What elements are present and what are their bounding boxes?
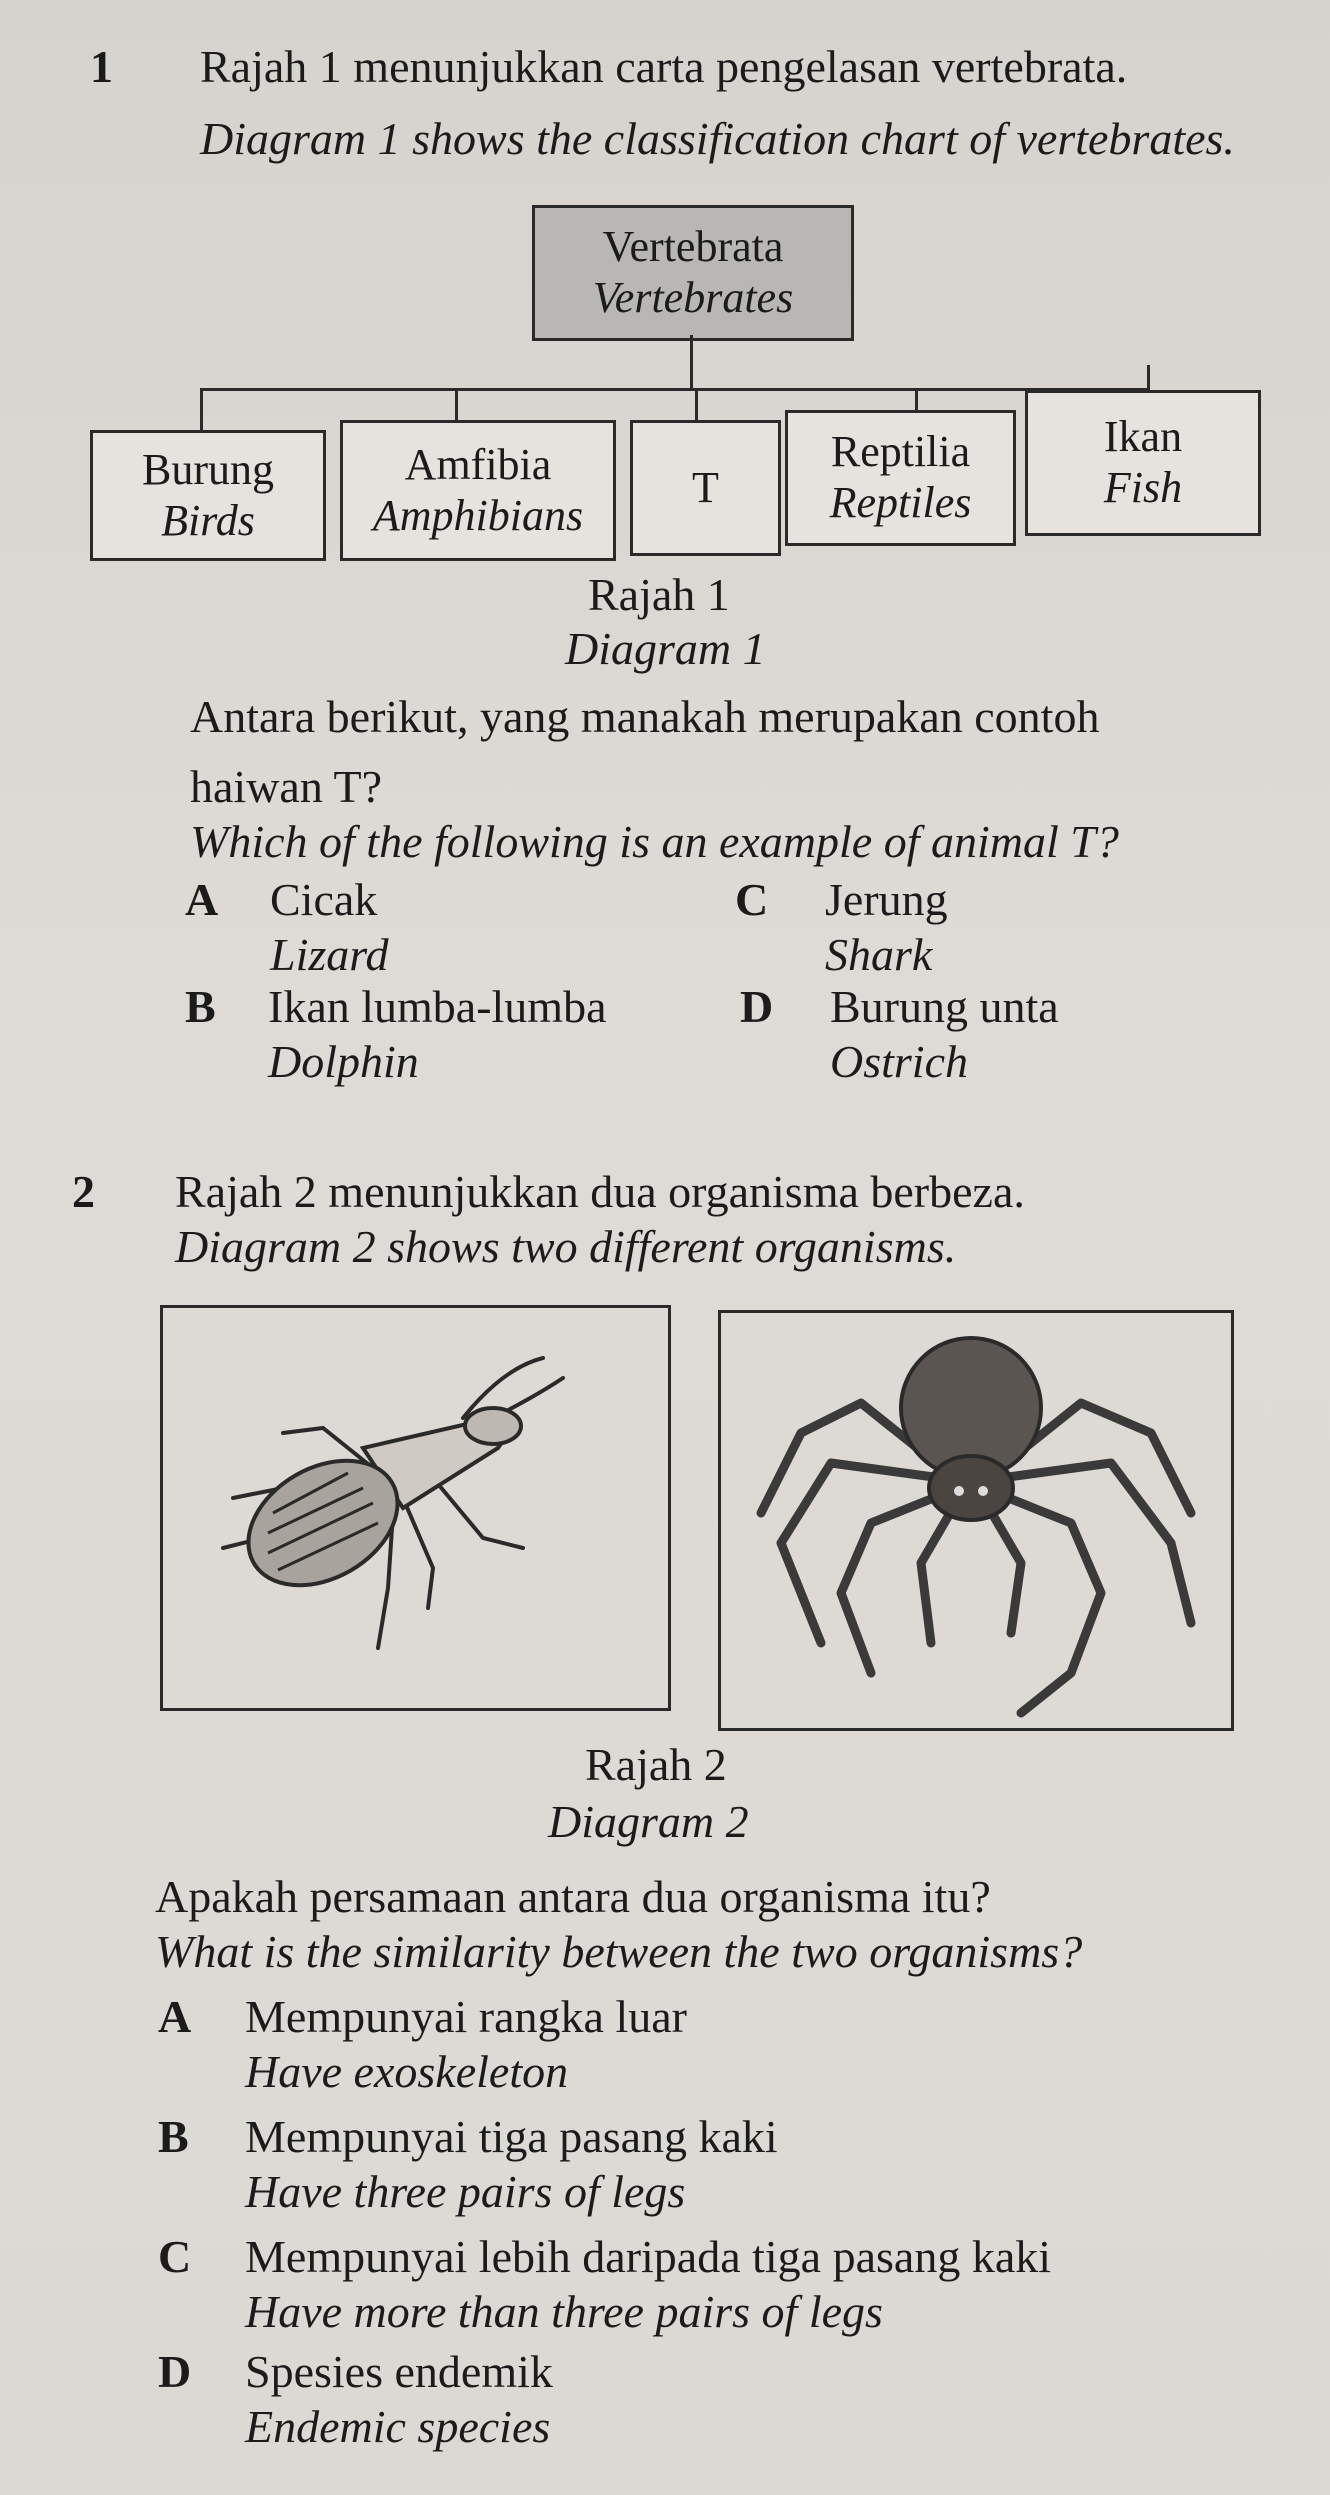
question-1-prompt-english: Which of the following is an example of animal T? <box>190 816 1119 867</box>
option-malay[interactable]: Mempunyai tiga pasang kaki <box>245 2111 778 2162</box>
question-2-prompt-malay: Apakah persamaan antara dua organisma itu? <box>155 1871 991 1922</box>
chart-root-english: Vertebrates <box>592 273 794 322</box>
group-label-malay: Burung <box>142 444 274 494</box>
option-malay[interactable]: Mempunyai rangka luar <box>245 1991 687 2042</box>
option-letter: B <box>158 2111 189 2162</box>
chart-branch-line <box>200 388 203 433</box>
question-1-number: 1 <box>90 41 113 92</box>
spider-illustration <box>721 1313 1231 1728</box>
option-malay[interactable]: Ikan lumba-lumba <box>268 981 607 1032</box>
option-english: Dolphin <box>268 1036 419 1087</box>
option-malay[interactable]: Spesies endemik <box>245 2346 553 2397</box>
chart-box-fish <box>1025 390 1261 536</box>
spider-eye <box>954 1486 964 1496</box>
option-letter: A <box>185 874 219 925</box>
question-2-stem-malay: Rajah 2 menunjukkan dua organisma berbeza. <box>175 1166 1025 1217</box>
group-label-english: Reptiles <box>829 478 972 527</box>
option-letter: A <box>158 1991 192 2042</box>
option-malay[interactable]: Cicak <box>270 874 378 925</box>
chart-branch-line <box>695 388 698 423</box>
option-letter: B <box>185 981 216 1032</box>
spider-cephalothorax <box>929 1456 1013 1520</box>
option-letter: D <box>740 981 774 1032</box>
termite-head <box>465 1408 521 1444</box>
group-label-malay: Ikan <box>1103 412 1183 462</box>
group-label-malay: Amfibia <box>404 439 552 489</box>
chart-stem-line <box>690 335 693 390</box>
diagram-2-caption-malay: Rajah 2 <box>585 1739 727 1790</box>
option-malay[interactable]: Jerung <box>825 874 948 925</box>
spider-leg <box>921 1503 956 1643</box>
option-malay[interactable]: Mempunyai lebih daripada tiga pasang kaki <box>245 2231 1052 2282</box>
termite-leg <box>403 1498 433 1608</box>
group-label-malay: Reptilia <box>830 427 971 477</box>
spider-eye <box>978 1486 988 1496</box>
chart-root-malay: Vertebrata <box>602 222 784 272</box>
termite-leg <box>433 1478 523 1548</box>
organism-termite-frame <box>160 1305 671 1711</box>
question-1-stem-malay: Rajah 1 menunjukkan carta pengelasan vertebrata. <box>200 41 1128 92</box>
option-english: Have more than three pairs of legs <box>245 2286 883 2337</box>
option-letter: C <box>735 874 769 925</box>
option-english: Endemic species <box>245 2401 551 2452</box>
chart-horizontal-line <box>200 388 1150 391</box>
question-1-stem-english: Diagram 1 shows the classification chart of vertebrates. <box>200 113 1235 164</box>
question-2-stem-english: Diagram 2 shows two different organisms. <box>175 1221 957 1272</box>
group-label-english: Birds <box>161 495 255 545</box>
option-english: Ostrich <box>830 1036 968 1087</box>
option-english: Shark <box>825 929 933 980</box>
chart-box-amphibians <box>340 420 616 561</box>
group-label-malay: T <box>692 462 719 512</box>
option-malay[interactable]: Burung unta <box>830 981 1059 1032</box>
question-2-prompt-english: What is the similarity between the two organisms? <box>155 1926 1083 1977</box>
spider-leg <box>986 1503 1021 1633</box>
chart-box-t <box>630 420 781 556</box>
termite-illustration <box>163 1308 668 1708</box>
chart-root-box <box>532 205 854 341</box>
chart-box-reptiles <box>785 410 1016 546</box>
chart-branch-line <box>1147 365 1150 391</box>
question-2-number: 2 <box>72 1166 95 1217</box>
group-label-english: Amphibians <box>372 490 584 540</box>
question-1-prompt-malay-line2: haiwan T? <box>190 761 383 812</box>
organism-spider-frame <box>718 1310 1234 1731</box>
option-english: Have three pairs of legs <box>245 2166 686 2217</box>
diagram-2-caption-english: Diagram 2 <box>548 1796 749 1847</box>
option-letter: C <box>158 2231 192 2282</box>
diagram-1-caption-english: Diagram 1 <box>565 623 766 674</box>
chart-box-birds <box>90 430 326 561</box>
group-label-english: Fish <box>1103 463 1183 512</box>
diagram-1-caption-malay: Rajah 1 <box>588 569 730 620</box>
option-letter: D <box>158 2346 192 2397</box>
option-english: Have exoskeleton <box>245 2046 569 2097</box>
option-english: Lizard <box>270 929 389 980</box>
question-1-prompt-malay-line1: Antara berikut, yang manakah merupakan contoh <box>190 691 1100 742</box>
